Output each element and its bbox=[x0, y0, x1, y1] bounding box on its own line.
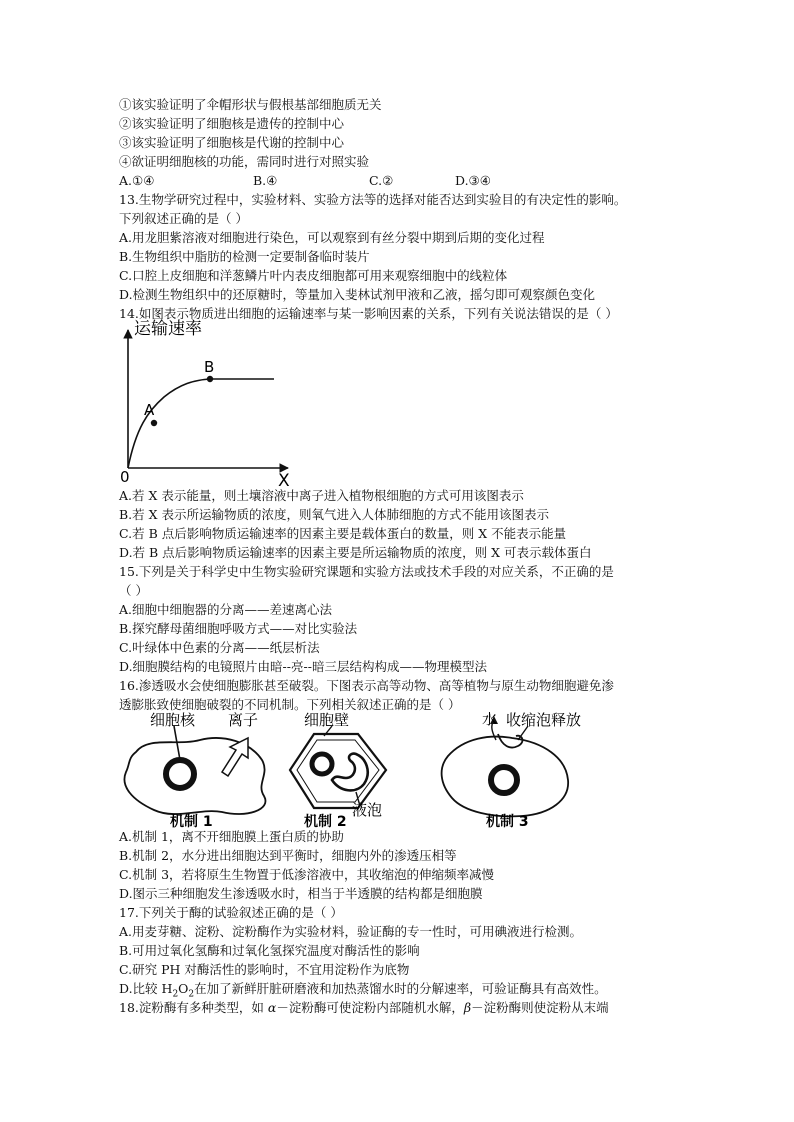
q17-option-d-mid: O bbox=[178, 981, 189, 996]
q14-option-c: C.若 B 点后影响物质运输速率的因素主要是载体蛋白的数量，则 X 不能表示能量 bbox=[119, 526, 567, 541]
nucleus-ring-3 bbox=[491, 767, 517, 793]
q18-stem-pre: 18.淀粉酶有多种类型，如 bbox=[119, 1000, 268, 1015]
q12-option-a: A.①④ bbox=[119, 173, 155, 188]
q15-option-d: D.细胞膜结构的电镜照片由暗--亮--暗三层结构构成——物理模型法 bbox=[119, 659, 487, 674]
plant-cell-wall bbox=[290, 734, 386, 808]
wall-label: 细胞壁 bbox=[304, 712, 350, 729]
q15-stem-2: （ ） bbox=[119, 583, 148, 598]
q13-option-d: D.检测生物组织中的还原糖时，等量加入斐林试剂甲液和乙液，摇匀即可观察颜色变化 bbox=[119, 287, 596, 302]
q15-stem-1: 15.下列是关于科学史中生物实验研究课题和实验方法或技术手段的对应关系，不正确的是 bbox=[119, 564, 614, 579]
point-a-marker bbox=[151, 420, 157, 426]
q17-option-d-sub: 2 bbox=[172, 989, 179, 1000]
q12-item-1: ①该实验证明了伞帽形状与假根基部细胞质无关 bbox=[119, 97, 382, 112]
mechanism-2-label: 机制 2 bbox=[304, 814, 347, 830]
q16-option-c: C.机制 3，若将原生生物置于低渗溶液中，其收缩泡的伸缩频率减慢 bbox=[119, 867, 495, 882]
x-axis-label: X bbox=[278, 471, 290, 488]
point-a-label: A bbox=[144, 401, 155, 419]
rate-curve bbox=[128, 379, 274, 468]
nucleus-label: 细胞核 bbox=[150, 712, 196, 729]
q12-item-3: ③该实验证明了细胞核是代谢的控制中心 bbox=[119, 135, 345, 150]
q17-option-d-pre: D.比较 H bbox=[119, 981, 173, 996]
q16-option-a: A.机制 1，离不开细胞膜上蛋白质的协助 bbox=[119, 829, 344, 844]
vacuole-label: 液泡 bbox=[352, 801, 383, 819]
q13-option-c: C.口腔上皮细胞和洋葱鳞片叶内表皮细胞都可用来观察细胞中的线粒体 bbox=[119, 268, 508, 283]
q13-stem-2: 下列叙述正确的是（ ） bbox=[119, 211, 248, 226]
point-b-marker bbox=[207, 376, 213, 382]
q14-graph bbox=[112, 316, 302, 488]
q13-option-a: A.用龙胆紫溶液对细胞进行染色，可以观察到有丝分裂中期到后期的变化过程 bbox=[119, 230, 545, 245]
q18-stem bbox=[119, 999, 609, 1017]
q15-option-a: A.细胞中细胞器的分离——差速离心法 bbox=[119, 602, 333, 617]
q17-option-d-post: 在加了新鲜肝脏研磨液和加热蒸馏水时的分解速率，可验证酶具有高效性。 bbox=[194, 981, 607, 996]
q12-item-4: ④欲证明细胞核的功能，需同时进行对照实验 bbox=[119, 154, 370, 169]
q16-option-b: B.机制 2，水分进出细胞达到平衡时，细胞内外的渗透压相等 bbox=[119, 848, 457, 863]
mechanism-3-label: 机制 3 bbox=[486, 814, 529, 830]
q16-stem-2: 透膨胀致使细胞破裂的不同机制。下列相关叙述正确的是（ ） bbox=[119, 697, 461, 712]
ion-label: 离子 bbox=[228, 712, 259, 729]
beta-symbol: β bbox=[463, 1000, 472, 1015]
q18-stem-post: －淀粉酶则使淀粉从末端 bbox=[471, 1000, 609, 1015]
origin-label: 0 bbox=[120, 468, 130, 486]
q17-option-b: B.可用过氧化氢酶和过氧化氢探究温度对酶活性的影响 bbox=[119, 943, 420, 958]
q17-option-a: A.用麦芽糖、淀粉、淀粉酶作为实验材料，验证酶的专一性时，可用碘液进行检测。 bbox=[119, 924, 583, 939]
q17-stem: 17.下列关于酶的试验叙述正确的是（ ） bbox=[119, 905, 343, 920]
mechanism-1-label: 机制 1 bbox=[170, 814, 213, 830]
protist-cell-membrane bbox=[442, 737, 569, 817]
q16-stem-1: 16.渗透吸水会使细胞膨胀甚至破裂。下图表示高等动物、高等植物与原生动物细胞避免渗 bbox=[119, 678, 614, 693]
q16-option-d: D.图示三种细胞发生渗透吸水时，相当于半透膜的结构都是细胞膜 bbox=[119, 886, 483, 901]
q16-figure bbox=[118, 712, 638, 830]
water-label: 水 bbox=[482, 712, 498, 728]
alpha-symbol: α bbox=[267, 1000, 277, 1015]
vacuole-shape bbox=[332, 754, 368, 791]
contractile-label: 收缩泡释放 bbox=[506, 712, 582, 729]
q14-stem: 14.如图表示物质进出细胞的运输速率与某一影响因素的关系，下列有关说法错误的是（ ） bbox=[119, 306, 618, 321]
q17-option-d-sub2: 2 bbox=[188, 989, 195, 1000]
nucleus-ring-2 bbox=[312, 754, 332, 774]
q12-option-d: D.③④ bbox=[455, 173, 491, 188]
q17-option-c: C.研究 PH 对酶活性的影响时，不宜用淀粉作为底物 bbox=[119, 962, 410, 977]
q12-item-2: ②该实验证明了细胞核是遗传的控制中心 bbox=[119, 116, 345, 131]
q14-option-d: D.若 B 点后影响物质运输速率的因素主要是所运输物质的浓度，则 X 可表示载体蛋白 bbox=[119, 545, 592, 560]
q12-option-b: B.④ bbox=[253, 173, 278, 188]
q14-option-b: B.若 X 表示所运输物质的浓度，则氧气进入人体肺细胞的方式不能用该图表示 bbox=[119, 507, 550, 522]
y-axis-label: 运输速率 bbox=[134, 319, 202, 339]
ion-arrow-icon bbox=[222, 738, 248, 776]
q18-stem-mid: －淀粉酶可使淀粉内部随机水解， bbox=[276, 1000, 464, 1015]
q15-option-b: B.探究酵母菌细胞呼吸方式——对比实验法 bbox=[119, 621, 358, 636]
q14-option-a: A.若 X 表示能量，则土壤溶液中离子进入植物根细胞的方式可用该图表示 bbox=[119, 488, 524, 503]
q13-stem-1: 13.生物学研究过程中，实验材料、实验方法等的选择对能否达到实验目的有决定性的影响。 bbox=[119, 192, 627, 207]
q12-option-c: C.② bbox=[369, 173, 394, 188]
q13-option-b: B.生物组织中脂肪的检测一定要制备临时装片 bbox=[119, 249, 370, 264]
nucleus-ring-1 bbox=[166, 760, 194, 788]
q15-option-c: C.叶绿体中色素的分离——纸层析法 bbox=[119, 640, 320, 655]
point-b-label: B bbox=[204, 358, 215, 376]
